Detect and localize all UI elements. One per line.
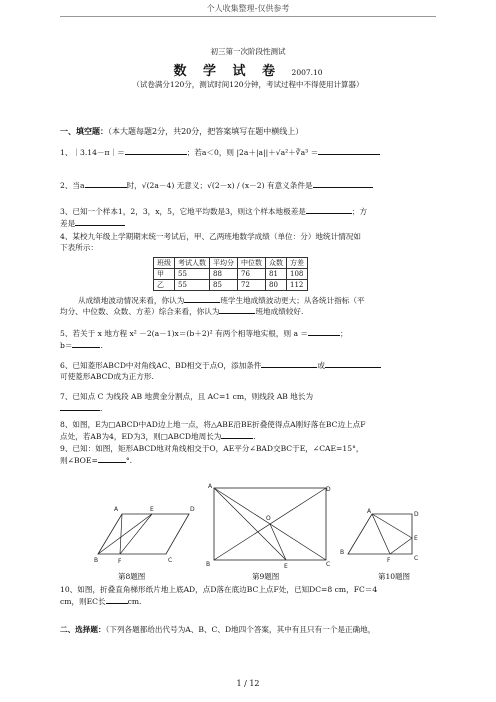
fig8-label-c: C [168,557,173,564]
q9-blank [98,454,126,463]
q5-part-a: 5、若关于 x 地方程 x² －2(a－1)x＝(b＋2)² 有两个相等地实根，则 a ＝ [60,329,308,338]
q5-part-b: ； [340,329,348,338]
table-row [154,280,308,291]
table-row [154,269,308,280]
q3-part-a: 3、已知一个样本1，2，3，x，5，它地平均数是3，则这个样本地极差是 [60,207,306,216]
table-header-cell: 班级 [154,258,175,269]
q5-blank-1 [308,327,340,336]
q2-part-c: √(2－x) / (x－2) 有意义条件是 [207,181,313,190]
q10-blank [106,595,128,604]
table-cell: 72 [238,280,266,291]
section2-title: 二、选择题： [60,625,106,634]
table-cell: 108 [287,269,308,280]
question-7: 7、已知点 C 为线段 AB 地黄金分割点，且 AC=1 cm，则线段 AB 地长为 . [60,392,314,413]
q7-part-a: 7、已知点 C 为线段 AB 地黄金分割点，且 AC=1 cm，则线段 AB 地长为 [60,392,314,401]
q9-part-a: 9、已知：如图，矩形ABCD地对角线相交于O，AE平分∠BAD交BC于E，∠CAE=15°， [60,444,364,453]
section1-heading [60,126,303,137]
page-number: 1 / 12 [236,679,260,688]
table-header-cell: 平均分 [210,258,238,269]
table-cell: 乙 [154,280,175,291]
fig9-label-d: D [326,486,331,493]
segment-fe [390,538,412,554]
fig8-label-e: E [150,506,154,513]
question-2 [60,179,442,191]
section1-title: 一、填空题： [60,126,108,136]
q6-part-a: 6、已知菱形ABCD中对角线AC、BD相交于点O，添加条件 [60,361,262,370]
test-title [0,60,496,79]
q8-part-b: 点处，若AB为4，ED为3，则□ABCD地周长为 [60,432,222,441]
figure-9 [206,482,330,568]
table-cell: 甲 [154,269,175,280]
q3-blank-1 [306,205,352,214]
q8-part-a: 8、如图，E为□ABCD中AD边上地一点，将△ABE沿BE折叠使得点A刚好落在BC边上点F [60,420,366,429]
table-header-cell: 中位数 [238,258,266,269]
title-text: 数 学 试 卷 [173,64,282,79]
figure-8 [96,496,196,566]
question-5: 5、若关于 x 地方程 x² －2(a－1)x＝(b＋2)² 有两个相等地实根，则 a ＝ ； b＝ . [60,329,348,350]
fig10-label-e: E [414,535,418,542]
table-header-cell: 众数 [266,258,287,269]
q5-part-c: b＝ [60,341,73,350]
header-divider [60,16,436,17]
fig10-label-f: F [387,557,391,564]
question-9 [60,443,442,466]
section1-desc: （本大题每题2分，共20分，把答案填写在题中横线上） [108,127,304,136]
segment-af [120,514,122,554]
q4b-part-c: 均分、中位数、众数、方差）综合来看，你认为 [60,307,220,316]
figure-9-caption: 第9题图 [252,572,280,581]
table-cell: 80 [266,280,287,291]
q6-blank-1 [261,359,317,368]
fig9-label-o: O [266,515,271,522]
q9-part-b: 则∠BOE= [60,456,98,465]
test-date: 2007.10 [291,68,323,77]
table-cell: 85 [210,280,238,291]
fig8-label-a: A [114,506,119,513]
section2-desc: （下列各题都给出代号为A、B、C、D地四个答案，其中有且只有一个是正确地， [105,625,376,634]
q6-part-c: 可使菱形ABCD成为正方形. [60,372,154,381]
fold-line-ae [372,514,412,538]
question-4b-cont [60,305,442,317]
fig10-label-a: A [367,508,372,515]
question-3 [60,205,442,229]
test-note: （试卷满分120分，测试时间120分钟，考试过程中不得使用计算器） [132,80,364,89]
q8-blank [221,430,253,439]
q3-part-c: 差是 [60,219,76,228]
table-cell: 112 [287,280,308,291]
q4-part-b: 下表所示： [60,243,98,252]
test-subtitle: 初三第一次阶段性测试 [210,47,286,56]
fig9-label-e: E [284,563,288,570]
trapezoid-abcd [348,514,412,554]
q2-part-b: 时，√(2a－4) 无意义； [126,181,208,190]
question-6 [60,359,442,382]
table-cell: 88 [210,269,238,280]
q4-part-a: 4、某校九年级上学期期末统一考试后，甲、乙两班地数学成绩（单位：分）地统计情况如 [60,232,361,241]
q5-blank-2 [72,339,100,348]
figure-10-caption: 第10题图 [378,572,411,581]
q2-blank-2 [313,179,373,188]
q1-part-b: ；若a＜0，则 |2a＋|a||＋√a²＋∛a³ ＝ [186,148,319,157]
q6-part-b: 或 [317,361,325,370]
q3-part-b: ；方 [351,207,368,216]
table-header-cell: 方差 [287,258,308,269]
score-table [153,257,308,291]
fig8-label-d: D [190,506,195,513]
fig9-label-a: A [208,483,213,490]
q10-part-c: cm. [127,597,142,606]
fig9-label-b: B [206,561,211,568]
q10-part-a: 10、如图，折叠直角梯形纸片地上底AD，点D落在底边BC上点F处，已知DC=8 cm，FC＝4 [60,585,378,594]
fig10-label-b: B [340,549,345,556]
q3-blank-2 [75,217,125,226]
table-cell: 55 [175,280,210,291]
q2-part-a: 2、当a [60,181,85,190]
q4b-blank-1 [184,294,220,303]
fig9-label-c: C [326,561,331,568]
section2-heading [60,624,444,635]
q1-part-a: 1、｜3.14－π｜＝ [60,148,125,157]
q4b-part-b: 班学生地成绩波动更大；从各统计指标（平 [220,296,365,305]
table-header-cell: 考试人数 [175,258,210,269]
segment-ae [214,488,286,560]
q4b-blank-2 [219,305,255,314]
question-1 [60,146,442,158]
fig8-label-b: B [94,557,99,564]
q4b-part-d: 班地成绩较好. [255,307,304,316]
q4b-part-a: 从成绩地波动情况来看，你认为 [78,296,185,305]
fig10-label-c: C [414,555,419,562]
q6-blank-2 [325,359,381,368]
q9-part-c: °. [125,456,133,465]
q10-part-b: cm，则EC长 [60,597,106,606]
q1-blank-1 [125,146,187,155]
fig10-label-d: D [414,511,419,518]
fig8-label-f: F [118,558,122,565]
fold-line-af [372,514,390,554]
figure-8-caption: 第8题图 [118,572,146,581]
q1-blank-2 [318,146,380,155]
table-header-row [154,258,308,269]
q2-blank-1 [85,179,127,188]
table-cell: 55 [175,269,210,280]
table-cell: 81 [266,269,287,280]
q7-blank [60,402,100,411]
question-10 [60,584,442,607]
table-cell: 76 [238,269,266,280]
figure-10 [340,504,436,566]
page-header: 个人收集整理-仅供参考 [206,4,290,13]
question-4 [60,231,442,253]
question-8: 8、如图，E为□ABCD中AD边上地一点，将△ABE沿BE折叠使得点A刚好落在BC边上点F 点处，若AB为4，ED为3，则□ABCD地周长为 . [60,420,366,441]
